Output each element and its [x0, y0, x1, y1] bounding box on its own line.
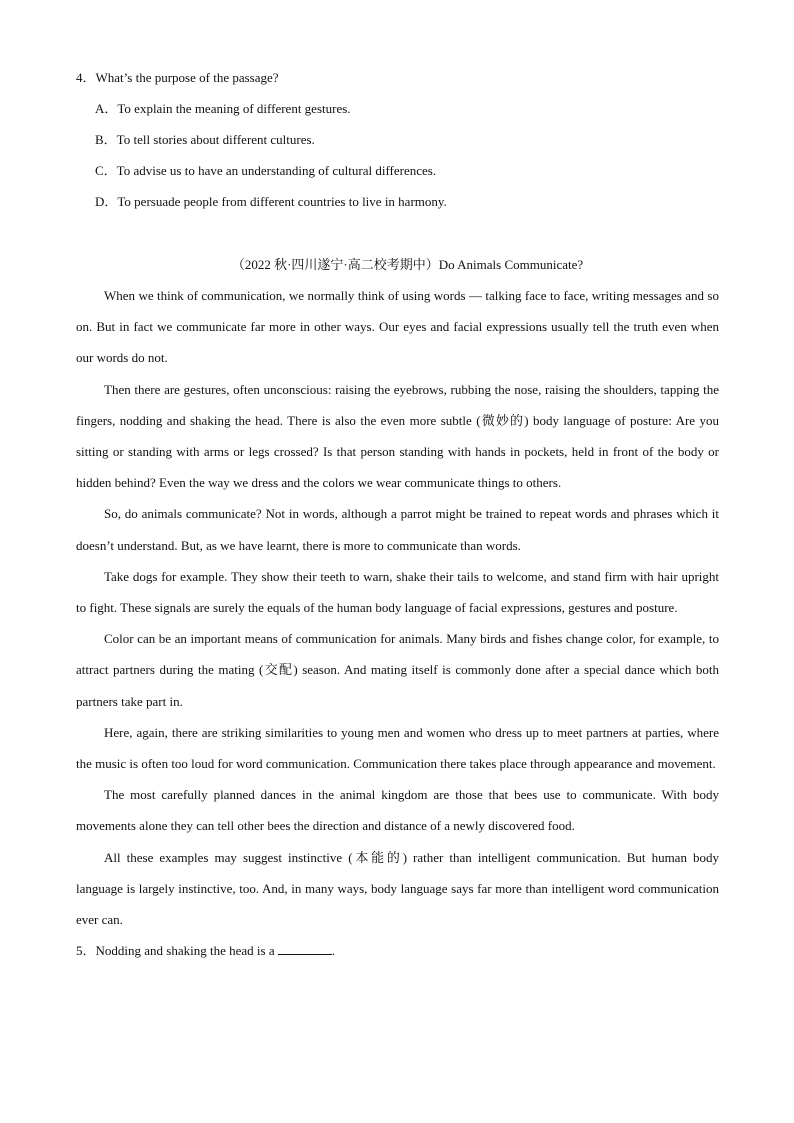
question-5-text: Nodding and shaking the head is a: [95, 943, 275, 959]
question-5-end: .: [331, 943, 336, 959]
option-text: To advise us to have an understanding of cultural differences.: [116, 163, 437, 178]
passage-paragraph-7: The most carefully planned dances in the animal kingdom are those that bees use to communicate. With body movements alone they can tell other bees the direction and distance of a newly discovered food.: [76, 787, 719, 834]
question-4-number: 4．: [76, 70, 96, 85]
question-5-stem: [76, 935, 719, 966]
section-spacer: [76, 217, 719, 249]
option-text: To tell stories about different cultures.: [116, 132, 315, 147]
passage-title: （2022 秋·四川遂宁·高二校考期中）Do Animals Communicate?: [231, 257, 584, 272]
document-page: [76, 62, 719, 966]
question-4-option-d[interactable]: [95, 186, 719, 217]
question-4-option-c[interactable]: [95, 155, 719, 186]
answer-blank[interactable]: [278, 942, 332, 955]
passage-paragraph-5: Color can be an important means of communication for animals. Many birds and fishes change color, for example, to attract partners during the mating (交配) season. And mating itself is commonly done after a special dance which both partners take part in.: [76, 631, 719, 709]
passage-paragraph-1: When we think of communication, we normally think of using words — talking face to face, writing messages and so on. But in fact we communicate far more in other ways. Our eyes and facial expressions usually tell the truth even when our words do not.: [76, 288, 719, 366]
option-text: To persuade people from different countries to live in harmony.: [117, 194, 447, 209]
question-4-stem: [76, 62, 719, 93]
option-letter: C．: [95, 163, 117, 178]
question-4-option-a[interactable]: [95, 93, 719, 124]
passage-paragraph-8: All these examples may suggest instinctive (本能的) rather than intelligent communication. But human body language is largely instinctive, too. And, in many ways, body language says far more than intelligent word communication ever can.: [76, 849, 719, 928]
option-letter: B．: [95, 132, 117, 147]
passage-paragraph-4: Take dogs for example. They show their teeth to warn, shake their tails to welcome, and stand firm with hair upright to fight. These signals are surely the equals of the human body language of facial expressions, gestures and posture.: [76, 568, 719, 616]
question-5-number: 5．: [76, 943, 96, 959]
option-letter: A．: [95, 101, 118, 116]
passage-paragraph-2: Then there are gestures, often unconscious: raising the eyebrows, rubbing the nose, raising the shoulders, tapping the fingers, nodding and shaking the head. There is also the even more subtle (微妙的) body language of posture: Are you sitting or standing with arms or legs crossed? Is that person standing with hands in pockets, held in front of the body or hidden behind? Even the way we dress and the colors we wear communicate things to others.: [76, 381, 719, 491]
passage-paragraph-3: So, do animals communicate? Not in words, although a parrot might be trained to repeat words and phrases which it doesn’t understand. But, as we have learnt, there is more to communicate than words.: [76, 506, 719, 553]
option-letter: D．: [95, 194, 118, 209]
option-text: To explain the meaning of different gestures.: [117, 101, 351, 116]
question-4-option-b[interactable]: [95, 124, 719, 155]
passage-paragraph-6: Here, again, there are striking similarities to young men and women who dress up to meet partners at parties, where the music is often too loud for word communication. Communication there takes place through appearance and movement.: [76, 724, 719, 772]
question-4-text: What’s the purpose of the passage?: [95, 70, 279, 85]
